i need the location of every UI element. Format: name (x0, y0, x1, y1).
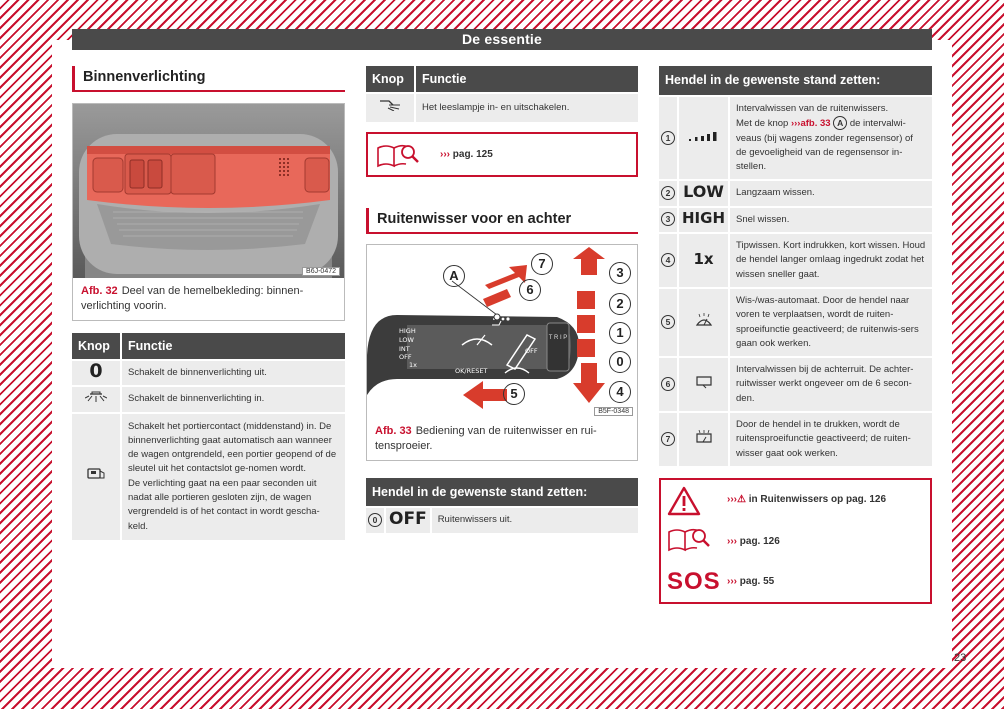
table-row (659, 288, 932, 357)
page-header: De essentie (72, 29, 932, 50)
row-text-pre: Intervalwissen van de ruitenwissers. Met de knop (736, 103, 889, 130)
wiper-stalk-illustration (367, 245, 637, 418)
row-number-cell (659, 207, 678, 233)
book-icon (667, 526, 711, 557)
symbol-lamp-cell (72, 386, 121, 412)
reference-box-pag125 (366, 132, 638, 177)
figure-32-caption (73, 278, 344, 320)
row-number-cell (659, 233, 678, 288)
figure-32 (72, 103, 345, 321)
row-text: Wis-/was-automaat. Door de hendel naar voren te verplaatsen, wordt de ruiten-sproeifunctie geactiveerd; de ruitenwis-sers gaan ook werken. (729, 288, 932, 357)
figure-32-image (73, 104, 344, 278)
lamp-icon (85, 391, 107, 403)
table-row (659, 96, 932, 180)
ref-arrows: ››› (790, 118, 801, 130)
ref-letter-a: A (833, 116, 847, 130)
reading-lamp-icon (379, 99, 401, 111)
symbol-off-cell (385, 507, 431, 533)
row-number: 5 (661, 315, 675, 329)
callout-5: 5 (503, 383, 525, 405)
ref-arrows: ››› (727, 493, 737, 505)
reference-link[interactable] (440, 149, 493, 160)
ref-text: in Ruitenwissers op pag. 126 (745, 493, 887, 505)
row-number-cell (659, 180, 678, 206)
symbol-1x-cell (678, 233, 729, 288)
ref-text: pag. 55 (737, 575, 775, 587)
row-number-cell (659, 357, 678, 412)
callout-4: 4 (609, 381, 631, 403)
middle-column (366, 66, 638, 533)
col-functie: Functie (121, 333, 345, 360)
table-row (659, 207, 932, 233)
hendel-table-right (659, 95, 932, 466)
symbol-low: LOW (683, 181, 724, 201)
row-text-post: de intervalwi-veaus (bij wagens zonder regensensor) of de gevoeligheid van de regensensor in-stellen. (736, 118, 913, 173)
book-magnifier-icon (376, 142, 420, 168)
figure-33-image (367, 245, 637, 418)
sos-icon: SOS (667, 567, 721, 595)
stalk-label-low: LOW (399, 336, 414, 344)
section-title-binnenverlichting: Binnenverlichting (72, 66, 345, 92)
section-title-ruitenwisser: Ruitenwisser voor en achter (366, 208, 638, 234)
page-number: 23 (954, 652, 967, 664)
symbol-high: HIGH (682, 209, 726, 228)
hendel-table-middle (366, 506, 638, 533)
figure-code: B5F-0348 (594, 407, 633, 416)
row-number-cell (366, 507, 385, 533)
figure-33-caption (367, 418, 637, 460)
small-warning-icon: ⚠ (737, 493, 746, 505)
row-number: 4 (661, 253, 675, 267)
figure-caption-text: Deel van de hemelbekleding: binnen-verlichting voorin. (81, 285, 304, 312)
ref-arrows: ››› (727, 535, 737, 547)
row-text: Langzaam wissen. (729, 180, 932, 206)
table-row (366, 93, 638, 122)
row-number-cell (659, 288, 678, 357)
row-text: Schakelt de binnenverlichting in. (121, 386, 345, 412)
stalk-label-okreset: OK/RESET (455, 367, 488, 375)
callout-3: 3 (609, 262, 631, 284)
figure-label: Afb. 32 (81, 285, 118, 297)
row-number: 7 (661, 432, 675, 446)
table-row (659, 180, 932, 206)
stalk-label-high: HIGH (399, 327, 416, 335)
table-row (366, 507, 638, 533)
ref-link[interactable]: afb. 33 (800, 118, 831, 130)
reference-box-right (659, 478, 932, 604)
ref-text: pag. 125 (452, 149, 493, 160)
symbol-reading-lamp-cell (366, 93, 415, 122)
row-number: 2 (661, 186, 675, 200)
hendel-header: Hendel in de gewenste stand zetten: (366, 478, 638, 506)
table-row (72, 413, 345, 540)
stalk-label-1x: 1x (409, 361, 417, 369)
symbol-door-cell (72, 413, 121, 540)
reference-link-warning[interactable] (727, 494, 886, 505)
stalk-label-int: INT (399, 345, 410, 353)
reference-link-book[interactable] (727, 536, 780, 547)
table-row (72, 360, 345, 386)
symbol-wash-cell (678, 288, 729, 357)
table-row (659, 357, 932, 412)
ref-arrows: ››› (440, 149, 450, 160)
stalk-label-trip: T R I P (548, 335, 568, 341)
stalk-label-off: OFF (399, 353, 412, 361)
row-text: Tipwissen. Kort indrukken, kort wissen. Houd de hendel langer omlaag ingedrukt zodat het wissen sneller gaat. (729, 233, 932, 288)
row-number: 3 (661, 212, 675, 226)
table-row (659, 233, 932, 288)
row-text: Snel wissen. (729, 207, 932, 233)
symbol-rear-wiper-cell (678, 357, 729, 412)
roof-light-illustration (73, 104, 344, 278)
figure-caption-text: Bediening van de ruitenwisser en rui-tensproeier. (375, 425, 597, 452)
col-knop: Knop (72, 333, 121, 360)
row-text (729, 96, 932, 180)
symbol-low-cell (678, 180, 729, 206)
callout-a: A (443, 265, 465, 287)
ref-text: pag. 126 (737, 535, 780, 547)
right-column (659, 66, 932, 604)
row-text: Schakelt de binnenverlichting uit. (121, 360, 345, 386)
row-text: Door de hendel in te drukken, wordt de ruitensproeifunctie geactiveerd; de ruiten-wisser gaat ook werken. (729, 412, 932, 466)
symbol-off-cell (72, 360, 121, 386)
callout-2: 2 (609, 293, 631, 315)
binnenverlichting-table (72, 333, 345, 540)
row-number-cell (659, 412, 678, 466)
ref-arrows: ››› (727, 575, 737, 587)
row-number-cell (659, 96, 678, 180)
interval-icon (688, 131, 720, 141)
wash-wipe-icon (695, 313, 713, 327)
reference-link-sos[interactable] (727, 576, 774, 587)
symbol-1x: 1x (693, 249, 714, 268)
row-text: Schakelt het portiercontact (middenstand) in. De binnenverlichting gaat automatisch aan wanneer de wagen ontgrendeld, een portier geopend of de sleutel uit het contactslot ge-nomen wordt. De verlichting gaat na een paar seconden uit nadat alle portieren gesloten zijn, de wagen vergrendeld is of het contact in wordt gescha-keld. (121, 413, 345, 540)
row-text: Het leeslampje in- en uitschakelen. (415, 93, 638, 122)
row-text: Intervalwissen bij de achterruit. De achter-ruitwisser werkt ongeveer om de 6 secon-den. (729, 357, 932, 412)
hendel-header-right: Hendel in de gewenste stand zetten: (659, 66, 932, 95)
col-knop: Knop (366, 66, 415, 93)
figure-33 (366, 244, 638, 461)
row-number: 0 (368, 513, 382, 527)
door-icon (87, 468, 105, 480)
left-column (72, 66, 345, 540)
figure-label: Afb. 33 (375, 425, 412, 437)
symbol-off: OFF (389, 508, 427, 529)
warning-icon (667, 486, 701, 521)
callout-0: 0 (609, 351, 631, 373)
col-functie: Functie (415, 66, 638, 93)
table-row (659, 412, 932, 466)
figure-code: B6J-0472 (302, 267, 340, 276)
symbol-high-cell (678, 207, 729, 233)
leeslampje-table (366, 66, 638, 122)
stalk-label-off2: OFF (525, 347, 538, 355)
row-number: 1 (661, 131, 675, 145)
row-number: 6 (661, 377, 675, 391)
callout-7: 7 (531, 253, 553, 275)
rear-washer-icon (695, 430, 713, 444)
rear-wiper-icon (695, 375, 713, 389)
symbol-zero: 0 (89, 360, 103, 382)
callout-6: 6 (519, 279, 541, 301)
symbol-interval-cell (678, 96, 729, 180)
table-row (72, 386, 345, 412)
row-text: Ruitenwissers uit. (431, 507, 638, 533)
callout-1: 1 (609, 322, 631, 344)
symbol-rear-washer-cell (678, 412, 729, 466)
